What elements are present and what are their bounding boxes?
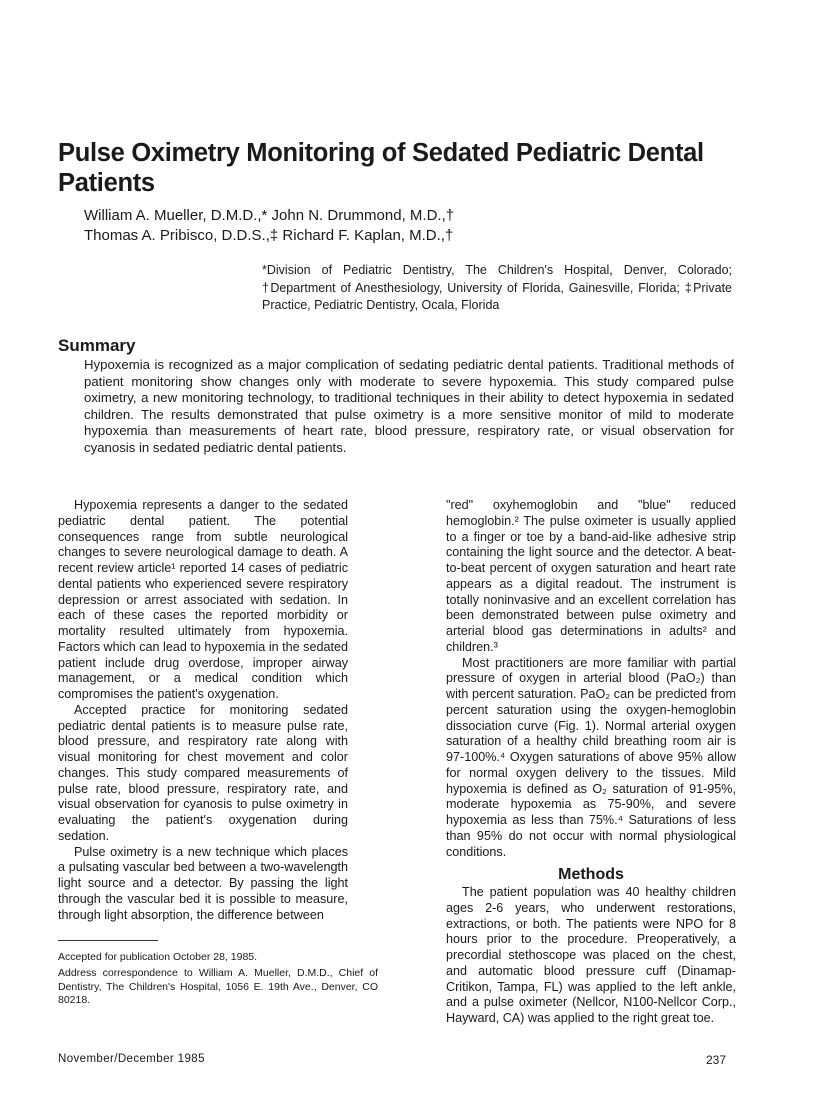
authors-line-1: William A. Mueller, D.M.D.,* John N. Drummond, M.D.,†	[84, 207, 455, 224]
body-left-column	[58, 498, 348, 923]
body-paragraph: Hypoxemia represents a danger to the sedated pediatric dental patient. The potential consequences range from subtle neurological changes to severe neurological damage to death. A recent review article¹ reported 14 cases of pediatric dental patients who experienced severe respiratory depression or arrest associated with sedation. In each of these cases the reported morbidity or mortality resulted ultimately from hypoxemia. Factors which can lead to hypoxemia in the sedated patient include drug overdose, improper airway management, or a medical condition which compromises the patient's oxygenation.	[58, 498, 348, 701]
methods-heading: Methods	[558, 866, 624, 884]
summary-text: Hypoxemia is recognized as a major complication of sedating pediatric dental patients. Traditional methods of patient monitoring show changes only with moderate to severe hypoxemia. This study compared pulse oximetry, a new monitoring technology, to traditional techniques in their ability to detect hypoxemia in sedated children. The results demonstrated that pulse oximetry is a more sensitive monitor of mild to moderate hypoxemia than measurements of heart rate, blood pressure, respiratory rate, or visual observation for cyanosis in sedated pediatric dental patients.	[84, 357, 734, 455]
footnote-address: Address correspondence to William A. Mueller, D.M.D., Chief of Dentistry, The Children's Hospital, 1056 E. 19th Ave., Denver, CO 80218.	[58, 967, 378, 1006]
authors-line-2: Thomas A. Pribisco, D.D.S.,‡ Richard F. Kaplan, M.D.,†	[84, 227, 454, 244]
summary-heading: Summary	[58, 336, 136, 355]
body-right-column	[446, 498, 736, 1027]
body-paragraph: Accepted practice for monitoring sedated pediatric dental patients is to measure pulse rate, blood pressure, and respiratory rate along with visual monitoring for chest movement and color changes. This study compared measurements of pulse rate, blood pressure, respiratory rate, and visual observation for cyanosis to pulse oximetry in evaluating the patient's oxygenation during sedation.	[58, 702, 348, 843]
body-paragraph: Most practitioners are more familiar with partial pressure of oxygen in arterial blood (PaO₂) than with percent saturation. PaO₂ can be predicted from percent saturation using the oxygen-hemoglobin dissociation curve (Fig. 1). Normal arterial oxygen saturation of a healthy child breathing room air is 97-100%.⁴ Oxygen saturations of above 95% allow for normal oxygen delivery to the tissues. Mild hypoxemia is defined as O₂ saturation of 91-95%, moderate hypoxemia as 75-90%, and severe hypoxemia as less than 75%.⁴ Saturations of less than 95% do not occur with normal physiological conditions.	[446, 655, 736, 859]
affiliations: *Division of Pediatric Dentistry, The Children's Hospital, Denver, Colorado; †Department of Anesthesiology, University of Florida, Gainesville, Florida; ‡Private Practice, Pediatric Dentistry, Ocala, Florida	[262, 263, 732, 312]
article-title: Pulse Oximetry Monitoring of Sedated Pediatric Dental Patients	[58, 139, 704, 197]
page-number: 237	[706, 1053, 727, 1067]
footnote-accepted: Accepted for publication October 28, 1985.	[58, 951, 258, 963]
footer-issue-date: November/December 1985	[58, 1053, 205, 1065]
footnote-divider	[58, 940, 158, 941]
methods-paragraph: The patient population was 40 healthy children ages 2-6 years, who underwent restorations, extractions, or both. The patients were NPO for 8 hours prior to the procedure. Preoperatively, a precordial stethoscope was placed on the chest, and automatic blood pressure cuff (Dinamap-Critikon, Tampa, FL) was applied to the left ankle, and a pulse oximeter (Nellcor, N100-Nellcor Corp., Hayward, CA) was applied to the right great toe.	[446, 885, 736, 1025]
body-paragraph: Pulse oximetry is a new technique which places a pulsating vascular bed between a two-wavelength light source and a detector. By passing the light through the vascular bed it is possible to measure, through light absorption, the difference between	[58, 844, 348, 922]
author-list	[84, 206, 454, 246]
body-paragraph-continued: "red" oxyhemoglobin and "blue" reduced hemoglobin.² The pulse oximeter is usually applied to a finger or toe by a band-aid-like adhesive strip containing the light source and the detector. A beat-to-beat percent of oxygen saturation and heart rate appears as a digital readout. The instrument is totally noninvasive and an excellent correlation has been demonstrated between pulse oximetry and arterial blood gas determinations in adults² and children.³	[446, 498, 736, 654]
